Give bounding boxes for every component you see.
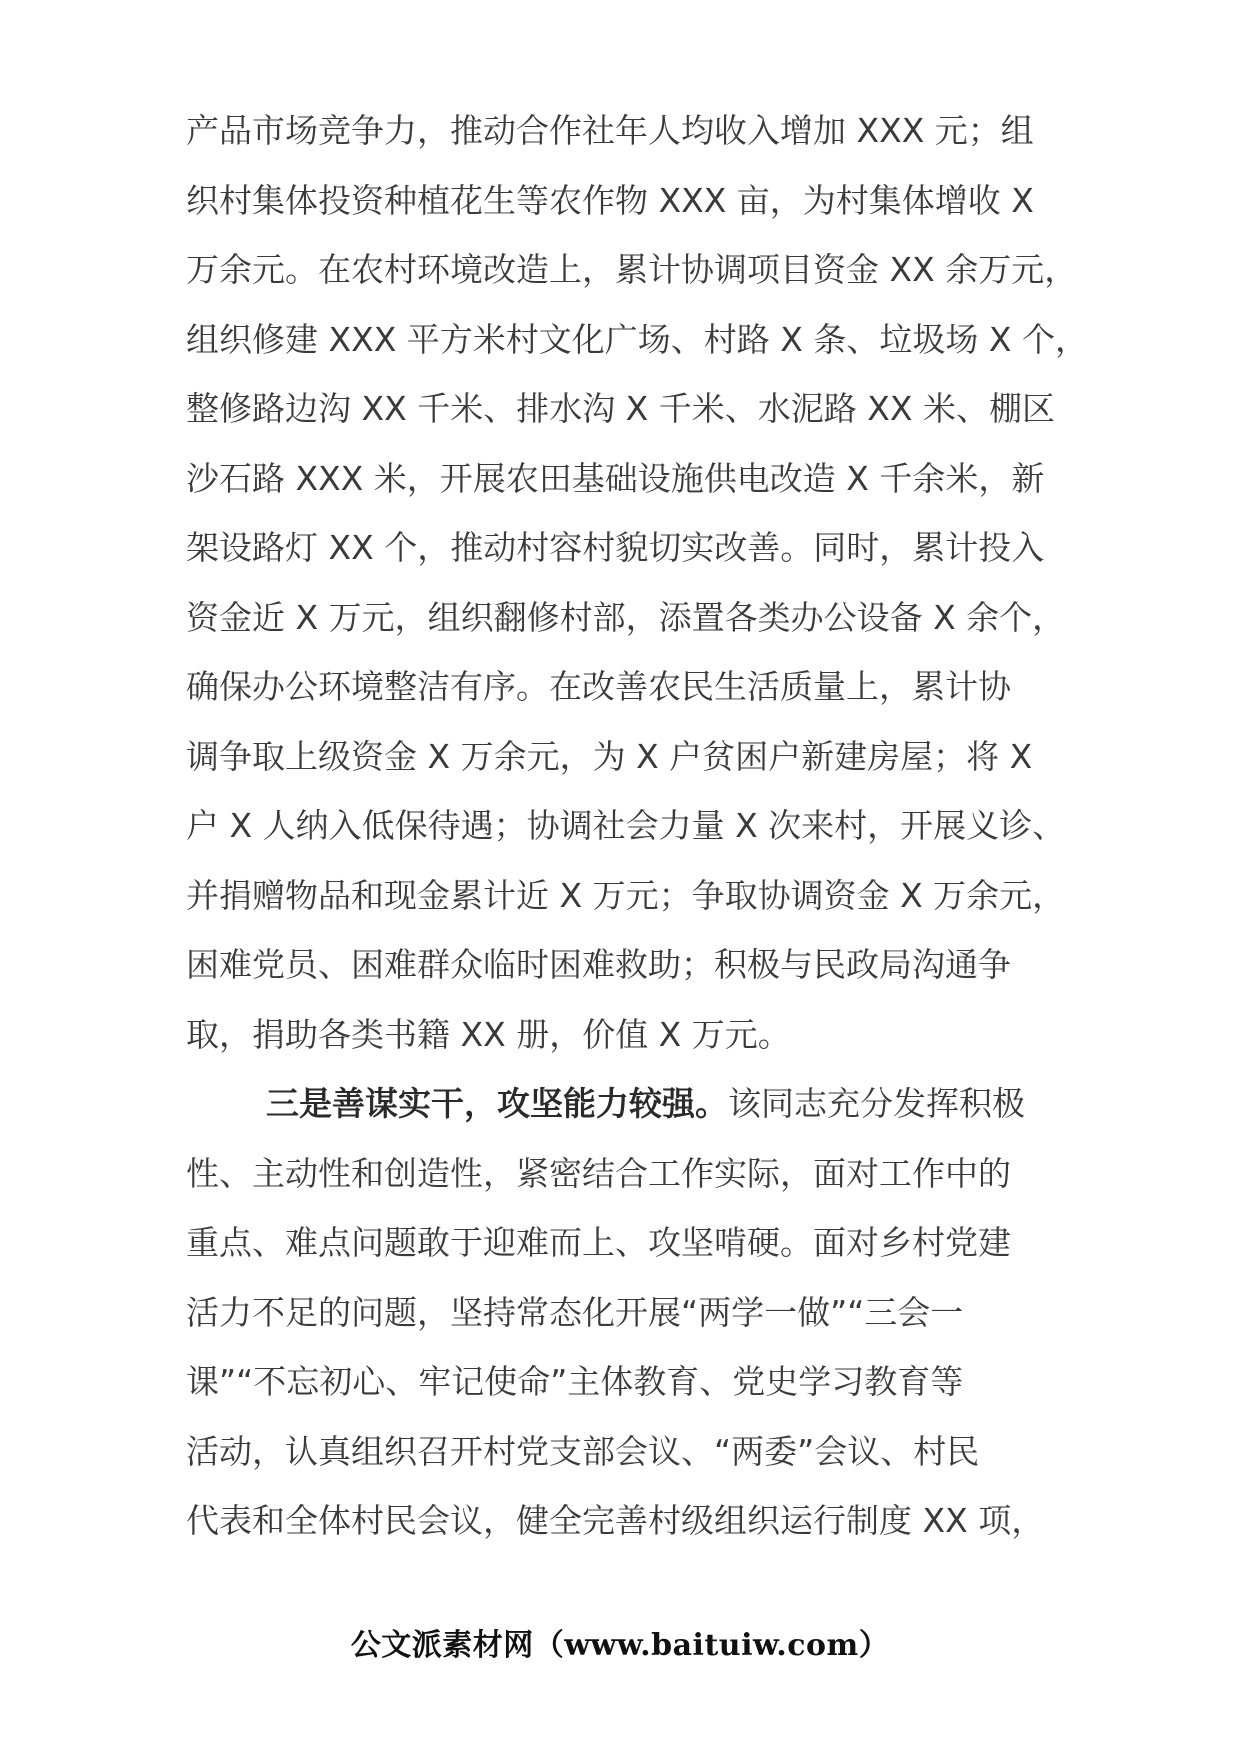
text-line: 户 X 人纳入低保待遇；协调社会力量 X 次来村，开展义诊、 [186, 806, 1066, 845]
text-line: 活动，认真组织召开村党支部会议、“两委”会议、村民 [186, 1431, 980, 1471]
text-span: 该同志充分发挥积极 [728, 1084, 1025, 1123]
text-line: 重点、难点问题敢于迎难而上、攻坚啃硬。面对乡村党建 [186, 1223, 1011, 1262]
page-footer: 公文派素材网（www.baituiw.com） [350, 1628, 890, 1663]
paragraph-2 [186, 1069, 1086, 1556]
text-line: 组织修建 XXX 平方米村文化广场、村路 X 条、垃圾场 X 个， [186, 319, 1088, 359]
text-line: 万余元。在农村环境改造上，累计协调项目资金 XX 余万元， [186, 250, 1078, 289]
text-line: 性、主动性和创造性，紧密结合工作实际，面对工作中的 [186, 1153, 1011, 1193]
text-line: 沙石路 XXX 米，开展农田基础设施供电改造 X 千余米，新 [186, 458, 1045, 498]
text-line: 调争取上级资金 X 万余元，为 X 户贫困户新建房屋；将 X [186, 736, 1033, 776]
text-line: 取，捐助各类书籍 XX 册，价值 X 万元。 [186, 1014, 791, 1054]
text-line: 并捐赠物品和现金累计近 X 万元；争取协调资金 X 万余元， [186, 875, 1066, 915]
text-line: 确保办公环境整洁有序。在改善农民生活质量上，累计协 [186, 667, 1011, 706]
text-line: 资金近 X 万元，组织翻修村部，添置各类办公设备 X 余个， [186, 597, 1066, 637]
paragraph-heading: 三是善谋实干，攻坚能力较强。 [266, 1084, 728, 1123]
text-line: 产品市场竞争力，推动合作社年人均收入增加 XXX 元；组 [186, 111, 1034, 150]
paragraph-1 [186, 96, 1086, 1069]
text-line: 代表和全体村民会议，健全完善村级组织运行制度 XX 项， [186, 1501, 1045, 1540]
text-line: 困难党员、困难群众临时困难救助；积极与民政局沟通争 [186, 945, 1011, 984]
text-line: 架设路灯 XX 个，推动村容村貌切实改善。同时，累计投入 [186, 528, 1045, 567]
text-line: 活力不足的问题，坚持常态化开展“两学一做”“三会一 [186, 1292, 964, 1332]
text-line: 整修路边沟 XX 千米、排水沟 X 千米、水泥路 XX 米、棚区 [186, 389, 1055, 428]
text-line: 织村集体投资种植花生等农作物 XXX 亩，为村集体增收 X [186, 180, 1034, 220]
text-line: 课”“不忘初心、牢记使命”主体教育、党史学习教育等 [186, 1362, 964, 1401]
document-body [186, 96, 1086, 1556]
paragraph-first-line [186, 1069, 1086, 1139]
